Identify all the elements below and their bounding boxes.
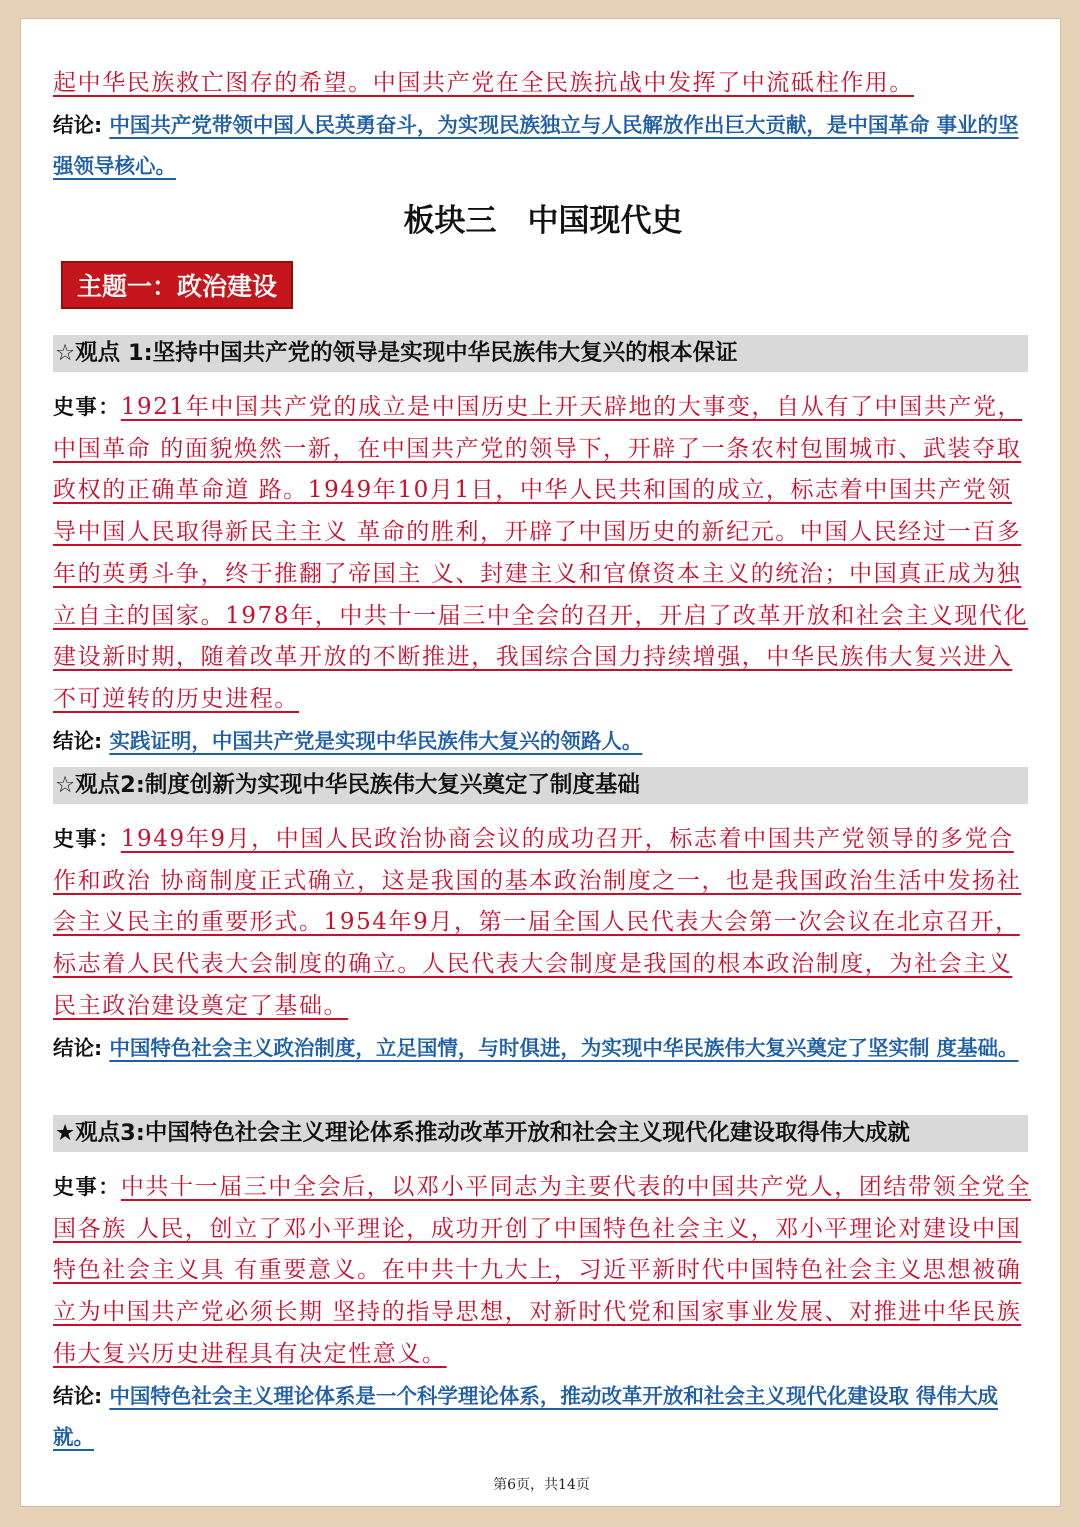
- viewpoint-2-heading: ☆观点2:制度创新为实现中华民族伟大复兴奠定了制度基础: [53, 767, 1028, 804]
- viewpoint-2-body: [53, 819, 1033, 1069]
- top-conclusion: 结论: 中国共产党带领中国人民英勇奋斗，为实现民族独立与人民解放作出巨大贡献，是中国革命 事业的坚强领导核心。: [53, 112, 1019, 178]
- top-continuation: [53, 63, 1033, 187]
- viewpoint-1-conclusion: 结论: 实践证明，中国共产党是实现中华民族伟大复兴的领路人。: [53, 728, 643, 753]
- viewpoint-3-body: [53, 1167, 1033, 1458]
- page-number: 第6页，共14页: [493, 1477, 590, 1493]
- document-page: [20, 18, 1061, 1507]
- topic-badge: 主题一：政治建设: [61, 261, 293, 309]
- top-conclusion-text: 中国共产党带领中国人民英勇奋斗，为实现民族独立与人民解放作出巨大贡献，是中国革命 事业的坚强领导核心。: [53, 112, 1019, 178]
- viewpoint-2-facts: 史事：1949年9月，中国人民政治协商会议的成功召开，标志着中国共产党领导的多党合作和政治 协商制度正式确立，这是我国的基本政治制度之一，也是我国政治生活中发扬社会主义民主的重要形式。1954年9月，第一届全国人民代表大会第一次会议在北京召开，标志着人民代表大会制度的确立。人民代表大会制度是我国的根本政治制度，为社会主义民主政治建设奠定了基础。: [53, 826, 1022, 1019]
- viewpoint-3-facts: 史事：中共十一届三中全会后，以邓小平同志为主要代表的中国共产党人，团结带领全党全国各族 人民，创立了邓小平理论，成功开创了中国特色社会主义，邓小平理论对建设中国特色社会主义具 有重要意义。在中共十九大上，习近平新时代中国特色社会主义思想被确立为中国共产党必须长期 坚持的指导思想，对新时代党和国家事业发展、对推进中华民族伟大复兴历史进程具有决定性意义。: [53, 1174, 1032, 1367]
- continued-text: 起中华民族救亡图存的希望。中国共产党在全民族抗战中发挥了中流砥柱作用。: [53, 70, 914, 96]
- viewpoint-2-conclusion: 结论: 中国特色社会主义政治制度，立足国情，与时俱进，为实现中华民族伟大复兴奠定了坚实制 度基础。: [53, 1035, 1019, 1060]
- viewpoint-3-conclusion: 结论: 中国特色社会主义理论体系是一个科学理论体系，推动改革开放和社会主义现代化建设取 得伟大成就。: [53, 1383, 998, 1449]
- viewpoint-1-facts: 史事：1921年中国共产党的成立是中国历史上开天辟地的大事变，自从有了中国共产党，中国革命 的面貌焕然一新，在中国共产党的领导下，开辟了一条农村包围城市、武装夺取政权的正确革命道 路。1949年10月1日，中华人民共和国的成立，标志着中国共产党领导中国人民取得新民主主义 革命的胜利，开辟了中国历史的新纪元。中国人民经过一百多年的英勇斗争，终于推翻了帝国主 义、封建主义和官僚资本主义的统治；中国真正成为独立自主的国家。1978年，中共十一届三中全会的召开，开启了改革开放和社会主义现代化建设新时期，随着改革开放的不断推进，我国综合国力持续增强，中华民族伟大复兴进入不可逆转的历史进程。: [53, 394, 1029, 712]
- viewpoint-1-body: [53, 387, 1033, 762]
- section-title: 板块三 中国现代史: [403, 203, 683, 239]
- viewpoint-1-heading: ☆观点 1:坚持中国共产党的领导是实现中华民族伟大复兴的根本保证: [53, 335, 1028, 372]
- viewpoint-3-heading: ★观点3:中国特色社会主义理论体系推动改革开放和社会主义现代化建设取得伟大成就: [53, 1115, 1028, 1152]
